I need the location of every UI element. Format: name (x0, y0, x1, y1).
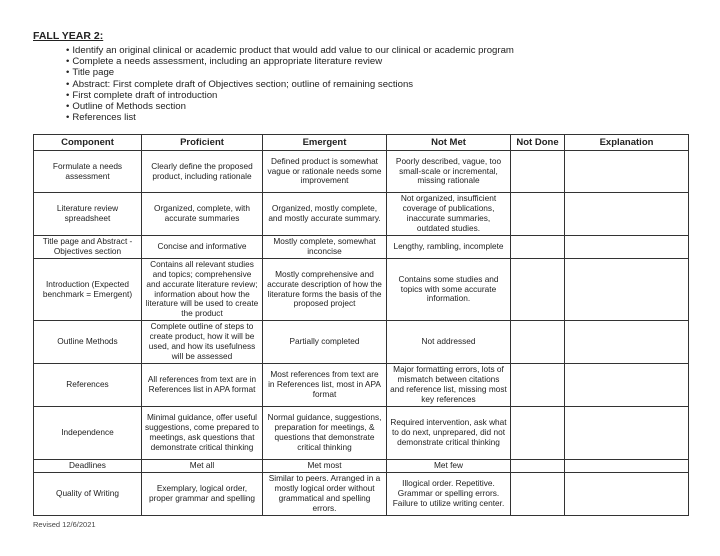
header-row (34, 135, 689, 151)
component-cell: Outline Methods (34, 321, 142, 364)
component-cell: Deadlines (34, 460, 142, 473)
emergent-cell: Similar to peers. Arranged in a mostly logical order without grammatical and spelling errors. (263, 473, 387, 516)
explanation-cell (565, 236, 689, 259)
not-met-cell: Major formatting errors, lots of mismatch between citations and reference list, missing most key references (387, 364, 511, 407)
column-header-proficient: Proficient (142, 135, 263, 151)
explanation-cell (565, 460, 689, 473)
component-cell: Title page and Abstract - Objectives section (34, 236, 142, 259)
not-done-cell (511, 151, 565, 193)
component-cell: References (34, 364, 142, 407)
column-header-not-done: Not Done (511, 135, 565, 151)
not-met-cell: Poorly described, vague, too small-scale or incremental, missing rationale (387, 151, 511, 193)
revision-date: Revised 12/6/2021 (33, 520, 96, 529)
requirement-item: • Title page (66, 67, 514, 78)
explanation-cell (565, 193, 689, 236)
explanation-cell (565, 321, 689, 364)
proficient-cell: Concise and informative (142, 236, 263, 259)
requirement-item: • First complete draft of introduction (66, 90, 514, 101)
not-done-cell (511, 473, 565, 516)
explanation-cell (565, 473, 689, 516)
requirement-item: • References list (66, 112, 514, 123)
emergent-cell: Mostly comprehensive and accurate description of how the literature forms the basis of the proposed project (263, 259, 387, 321)
table-row (34, 236, 689, 259)
not-met-cell: Not addressed (387, 321, 511, 364)
table-row (34, 193, 689, 236)
not-met-cell: Required intervention, ask what to do next, unprepared, did not demonstrate critical thinking (387, 407, 511, 460)
not-done-cell (511, 321, 565, 364)
not-done-cell (511, 407, 565, 460)
proficient-cell: Clearly define the proposed product, including rationale (142, 151, 263, 193)
requirement-item: • Identify an original clinical or academic product that would add value to our clinical or academic program (66, 45, 514, 56)
component-cell: Independence (34, 407, 142, 460)
requirement-item: • Complete a needs assessment, including an appropriate literature review (66, 56, 514, 67)
emergent-cell: Defined product is somewhat vague or rationale needs some improvement (263, 151, 387, 193)
proficient-cell: Organized, complete, with accurate summaries (142, 193, 263, 236)
emergent-cell: Mostly complete, somewhat inconcise (263, 236, 387, 259)
not-met-cell: Illogical order. Repetitive. Grammar or spelling errors. Failure to utilize writing center. (387, 473, 511, 516)
emergent-cell: Normal guidance, suggestions, preparation for meetings, & questions that demonstrate critical thinking (263, 407, 387, 460)
not-met-cell: Not organized, insufficient coverage of publications, inaccurate summaries, outdated studies. (387, 193, 511, 236)
not-done-cell (511, 364, 565, 407)
requirement-item: • Abstract: First complete draft of Objectives section; outline of remaining sections (66, 79, 514, 90)
requirement-item: • Outline of Methods section (66, 101, 514, 112)
component-cell: Quality of Writing (34, 473, 142, 516)
rubric-table (33, 134, 689, 516)
table-row (34, 407, 689, 460)
emergent-cell: Partially completed (263, 321, 387, 364)
table-row (34, 473, 689, 516)
proficient-cell: Minimal guidance, offer useful suggestions, come prepared to meetings, ask questions that demonstrate critical thinking (142, 407, 263, 460)
not-met-cell: Contains some studies and topics with some accurate information. (387, 259, 511, 321)
not-done-cell (511, 236, 565, 259)
proficient-cell: All references from text are in References list in APA format (142, 364, 263, 407)
component-cell: Literature review spreadsheet (34, 193, 142, 236)
emergent-cell: Met most (263, 460, 387, 473)
proficient-cell: Exemplary, logical order, proper grammar and spelling (142, 473, 263, 516)
proficient-cell: Complete outline of steps to create product, how it will be used, and how its usefulness will be assessed (142, 321, 263, 364)
table-row (34, 259, 689, 321)
not-met-cell: Met few (387, 460, 511, 473)
table-row (34, 460, 689, 473)
emergent-cell: Organized, mostly complete, and mostly accurate summary. (263, 193, 387, 236)
proficient-cell: Met all (142, 460, 263, 473)
component-cell: Introduction (Expected benchmark = Emergent) (34, 259, 142, 321)
explanation-cell (565, 407, 689, 460)
section-heading: FALL YEAR 2: (33, 30, 104, 42)
not-done-cell (511, 193, 565, 236)
emergent-cell: Most references from text are in References list, most in APA format (263, 364, 387, 407)
not-met-cell: Lengthy, rambling, incomplete (387, 236, 511, 259)
component-cell: Formulate a needs assessment (34, 151, 142, 193)
table-row (34, 151, 689, 193)
requirements-list (66, 45, 514, 123)
not-done-cell (511, 259, 565, 321)
table-row (34, 321, 689, 364)
column-header-emergent: Emergent (263, 135, 387, 151)
column-header-not-met: Not Met (387, 135, 511, 151)
column-header-component: Component (34, 135, 142, 151)
explanation-cell (565, 259, 689, 321)
table-row (34, 364, 689, 407)
explanation-cell (565, 364, 689, 407)
not-done-cell (511, 460, 565, 473)
proficient-cell: Contains all relevant studies and topics; comprehensive and accurate literature review; information about how the literature will be used to create the product (142, 259, 263, 321)
column-header-explanation: Explanation (565, 135, 689, 151)
explanation-cell (565, 151, 689, 193)
